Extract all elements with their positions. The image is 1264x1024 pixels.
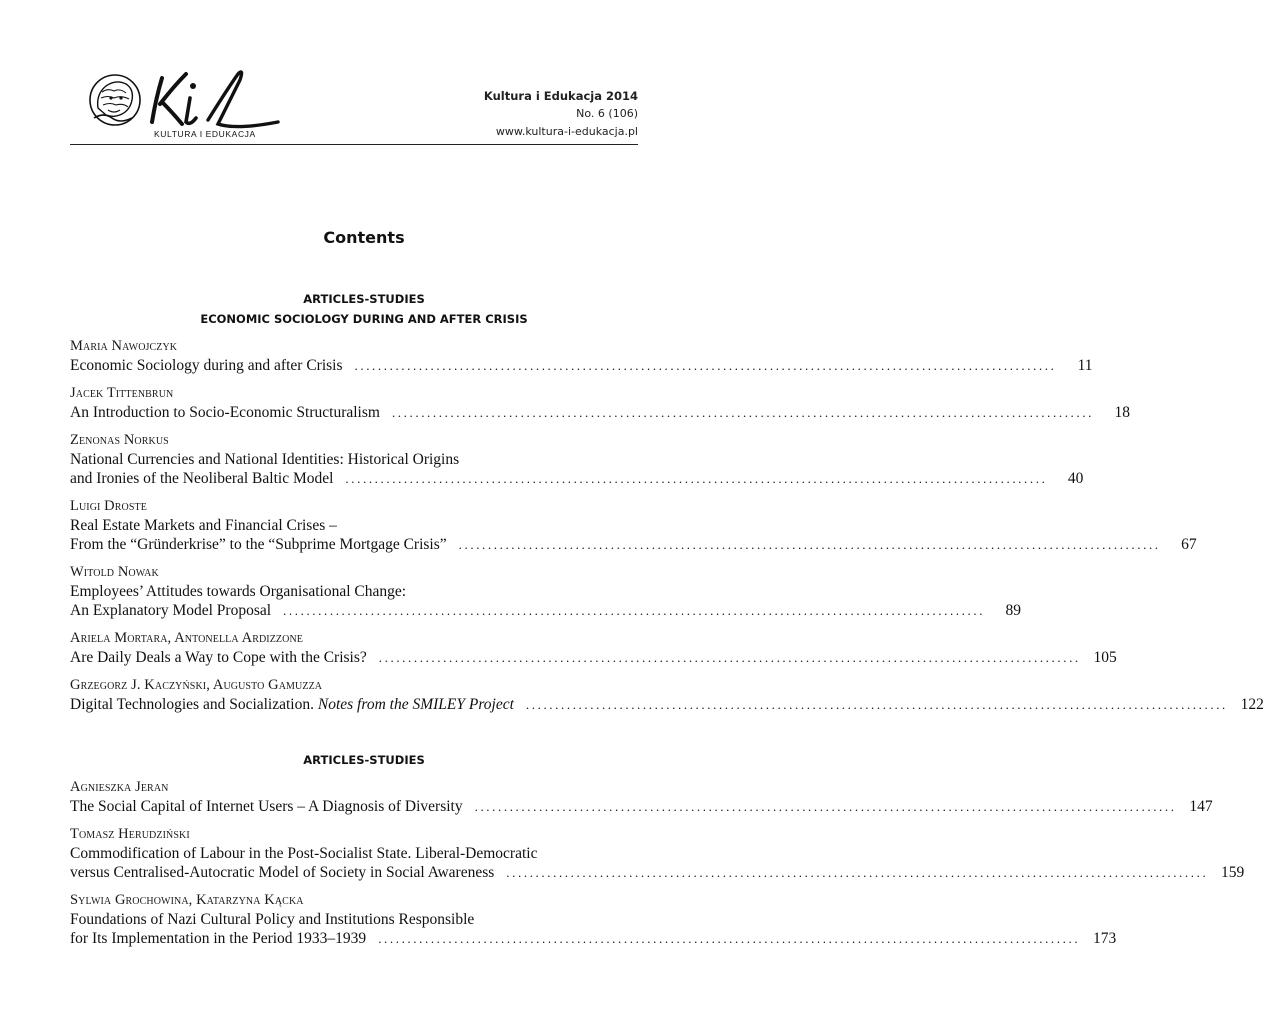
entry-title-last-line: [70, 403, 1130, 422]
entry-author: Luigi Droste: [70, 498, 147, 514]
entry-title-segment: for Its Implementation in the Period 1933–1939: [70, 930, 367, 947]
journal-website-link[interactable]: www.kultura-i-edukacja.pl: [495, 125, 638, 138]
logo-caption: KULTURA I EDUKACJA: [154, 129, 256, 139]
entry-title-segment: An Explanatory Model Proposal: [70, 602, 272, 619]
entry-title-line: Commodification of Labour in the Post-Socialist State. Liberal-Democratic: [70, 845, 538, 862]
dot-leader: ........................................................................................................................: [378, 650, 1081, 665]
dot-leader: ........................................................................................................................: [283, 603, 986, 618]
toc-entry[interactable]: [70, 629, 1117, 667]
entry-author: Ariela Mortara, Antonella Ardizzone: [70, 630, 303, 646]
entry-title-text: [70, 535, 447, 554]
dot-leader: ........................................................................................................................: [525, 697, 1228, 712]
entry-title-line: National Currencies and National Identities: Historical Origins: [70, 451, 460, 468]
entry-title-italic-segment: Notes from the SMILEY Project: [317, 696, 514, 713]
section-subheading: ECONOMIC SOCIOLOGY DURING AND AFTER CRISIS: [200, 312, 528, 326]
entry-title-last-line: [70, 929, 1117, 948]
entry-title-segment: The Social Capital of Internet Users – A Diagnosis of Diversity: [70, 798, 463, 815]
entry-title-text: [70, 648, 367, 667]
toc-entry[interactable]: [70, 431, 1084, 488]
dot-leader: ........................................................................................................................: [354, 358, 1057, 373]
page-title: Contents: [323, 228, 405, 247]
entry-title-text: [70, 929, 366, 948]
page-number: 18: [1114, 404, 1130, 421]
entry-title-text: [70, 469, 333, 488]
page-number: 67: [1181, 536, 1197, 553]
toc-entry[interactable]: [70, 676, 1264, 714]
page-number: 105: [1093, 649, 1117, 666]
entry-title-last-line: [70, 469, 1084, 488]
entry-title-segment: Economic Sociology during and after Crisis: [70, 357, 343, 374]
entry-title-last-line: [70, 863, 1245, 882]
entry-title-text: [70, 863, 494, 882]
toc-entry[interactable]: [70, 891, 1117, 948]
entry-title-line: Employees’ Attitudes towards Organisational Change:: [70, 583, 407, 600]
page-number: 173: [1092, 930, 1117, 947]
section-heading: ARTICLES-STUDIES: [303, 753, 425, 767]
entry-author: Tomasz Herudziński: [70, 826, 190, 842]
entry-author: Maria Nawojczyk: [70, 338, 178, 354]
journal-title: Kultura i Edukacja 2014: [483, 89, 638, 103]
dot-leader: ........................................................................................................................: [378, 931, 1081, 946]
page-number: 159: [1221, 864, 1245, 881]
entry-title-text: [70, 403, 380, 422]
entry-title-last-line: [70, 797, 1213, 816]
page-header: [70, 66, 638, 145]
entry-title-segment: Digital Technologies and Socialization.: [70, 696, 314, 713]
entry-title-text: [70, 797, 463, 816]
entry-title-text: [70, 601, 271, 620]
journal-logo: [86, 68, 286, 138]
entry-title-line: Foundations of Nazi Cultural Policy and Institutions Responsible: [70, 911, 475, 928]
page-number: 122: [1240, 696, 1264, 713]
entry-author: Agnieszka Jeran: [70, 779, 169, 795]
entry-title-text: [70, 695, 514, 714]
entry-title-last-line: [70, 356, 1093, 375]
toc-entry[interactable]: [70, 778, 1213, 816]
dot-leader: ........................................................................................................................: [506, 865, 1209, 880]
entry-title-last-line: [70, 535, 1197, 554]
page-number: 11: [1077, 357, 1093, 374]
journal-info: [484, 87, 638, 141]
page-number: 40: [1067, 470, 1084, 487]
toc-entry[interactable]: [70, 497, 1197, 554]
entry-title-text: [70, 356, 343, 375]
toc-entry[interactable]: [70, 384, 1130, 422]
dot-leader: ........................................................................................................................: [458, 537, 1161, 552]
toc-section-economic-sociology: [70, 337, 1264, 723]
entry-title-last-line: [70, 648, 1117, 667]
toc-section-articles-studies: [70, 778, 1245, 957]
entry-title-last-line: [70, 601, 1022, 620]
page-number: 147: [1189, 798, 1213, 815]
entry-author: Sylwia Grochowina, Katarzyna Kącka: [70, 892, 304, 908]
entry-author: Jacek Tittenbrun: [70, 385, 174, 401]
entry-author: Witold Nowak: [70, 564, 159, 580]
entry-title-segment: Are Daily Deals a Way to Cope with the Crisis?: [70, 649, 367, 666]
entry-author: Zenonas Norkus: [70, 432, 169, 448]
section-heading: ARTICLES-STUDIES: [303, 292, 425, 306]
dot-leader: ........................................................................................................................: [391, 405, 1094, 420]
entry-title-segment: versus Centralised-Autocratic Model of Society in Social Awareness: [70, 864, 495, 881]
entry-title-segment: and Ironies of the Neoliberal Baltic Model: [70, 470, 334, 487]
entry-author: Grzegorz J. Kaczyński, Augusto Gamuzza: [70, 677, 323, 693]
entry-title-segment: An Introduction to Socio-Economic Structuralism: [70, 404, 380, 421]
page-number: 89: [1005, 602, 1022, 619]
toc-entry[interactable]: [70, 337, 1093, 375]
toc-entry[interactable]: [70, 825, 1245, 882]
dot-leader: ........................................................................................................................: [474, 799, 1177, 814]
issue-number: No. 6 (106): [576, 107, 638, 120]
entry-title-line: Real Estate Markets and Financial Crises –: [70, 517, 337, 534]
dot-leader: ........................................................................................................................: [345, 471, 1048, 486]
entry-title-last-line: [70, 695, 1264, 714]
toc-entry[interactable]: [70, 563, 1022, 620]
entry-title-segment: From the “Gründerkrise” to the “Subprime Mortgage Crisis”: [70, 536, 447, 553]
logo-emblem-icon: [86, 68, 286, 130]
